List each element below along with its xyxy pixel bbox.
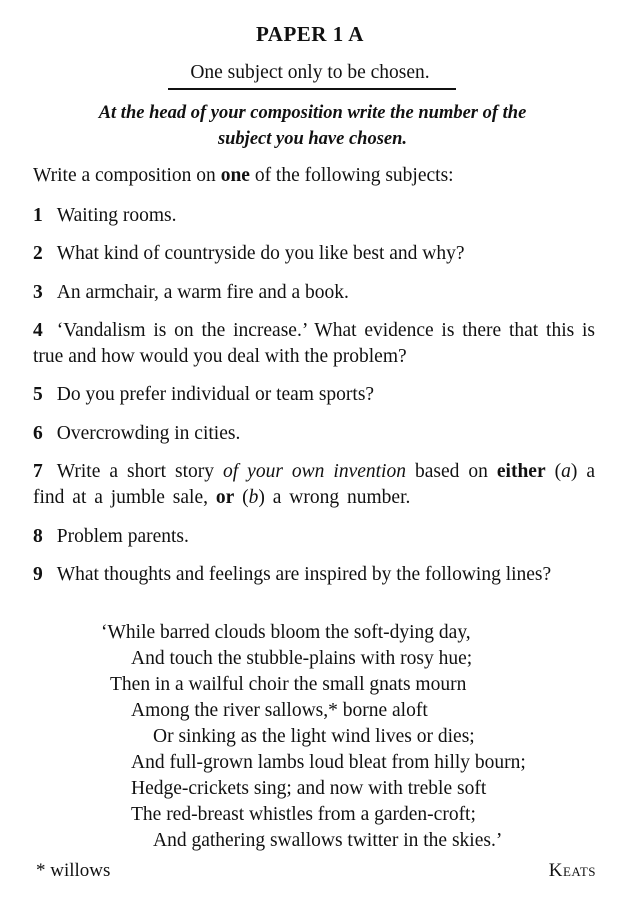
- question-8: [33, 524, 595, 550]
- poem-line: Hedge-crickets sing; and now with treble soft: [131, 778, 487, 799]
- option-b-label: b: [248, 487, 259, 508]
- question-3: [33, 280, 595, 306]
- paper-title: PAPER 1 A: [256, 22, 364, 46]
- question-4: [33, 318, 595, 370]
- question-text-cont: based on: [405, 461, 488, 482]
- intro-after: of the following subjects:: [249, 165, 454, 186]
- question-number: 4: [33, 320, 43, 341]
- question-number: 1: [33, 205, 43, 226]
- intro-before: Write a composition on: [33, 165, 221, 186]
- poem-line: Among the river sallows,* borne aloft: [131, 700, 428, 721]
- question-1: [33, 203, 595, 229]
- question-number: 8: [33, 526, 43, 547]
- question-9: [33, 562, 595, 588]
- question-number: 9: [33, 564, 43, 585]
- poem-line: ‘While barred clouds bloom the soft-dying day,: [101, 622, 471, 643]
- poem-line: And full-grown lambs loud bleat from hilly bourn;: [131, 752, 526, 773]
- option-a-label: a: [561, 461, 571, 482]
- question-text: ‘Vandalism is on the increase.’ What evidence is there that this is true and how would you deal with the problem?: [33, 320, 595, 367]
- poem-line: Then in a wailful choir the small gnats mourn: [110, 674, 467, 695]
- either-word: either: [496, 461, 546, 482]
- question-2: [33, 241, 595, 267]
- selection-rule: One subject only to be chosen.: [190, 62, 430, 83]
- question-5: [33, 382, 595, 408]
- poem-line: Or sinking as the light wind lives or dies;: [153, 726, 475, 747]
- question-text: Problem parents.: [56, 526, 189, 547]
- intro-emphasis: one: [220, 165, 250, 186]
- question-text: Waiting rooms.: [56, 205, 177, 226]
- instruction: [40, 100, 585, 152]
- rule-underline: [168, 88, 456, 90]
- question-number: 3: [33, 282, 43, 303]
- option-b-text: a wrong number.: [264, 487, 411, 508]
- question-text: An armchair, a warm fire and a book.: [56, 282, 349, 303]
- question-text: Do you prefer individual or team sports?: [56, 384, 375, 405]
- or-word: or: [215, 487, 235, 508]
- poem-line: And gathering swallows twitter in the skies.’: [153, 830, 503, 851]
- question-number: 2: [33, 243, 43, 264]
- question-italic: of your own invention: [223, 461, 406, 482]
- question-text: Overcrowding in cities.: [56, 423, 241, 444]
- poem-author: Keats: [548, 860, 596, 881]
- instruction-line-1: At the head of your composition write the number of the: [98, 103, 527, 123]
- question-number: 5: [33, 384, 43, 405]
- question-text: Write a short story: [56, 461, 223, 482]
- instruction-line-2: subject you have chosen.: [217, 129, 408, 149]
- question-7: 7 Write a short story of your own invention based on either (a) a find at a jumble sale, or (b) a wrong number.: [33, 461, 596, 508]
- poem-line: And touch the stubble-plains with rosy hue;: [131, 648, 473, 669]
- footnote: * willows: [36, 860, 111, 881]
- poem-line: The red-breast whistles from a garden-croft;: [131, 804, 476, 825]
- question-text: What thoughts and feelings are inspired by the following lines?: [56, 564, 552, 585]
- question-6: [33, 421, 595, 447]
- question-text: What kind of countryside do you like best and why?: [56, 243, 465, 264]
- intro-text: [33, 165, 603, 187]
- question-number: 7: [33, 461, 43, 482]
- option-a-text: a find at a jumble sale,: [33, 461, 596, 508]
- question-number: 6: [33, 423, 43, 444]
